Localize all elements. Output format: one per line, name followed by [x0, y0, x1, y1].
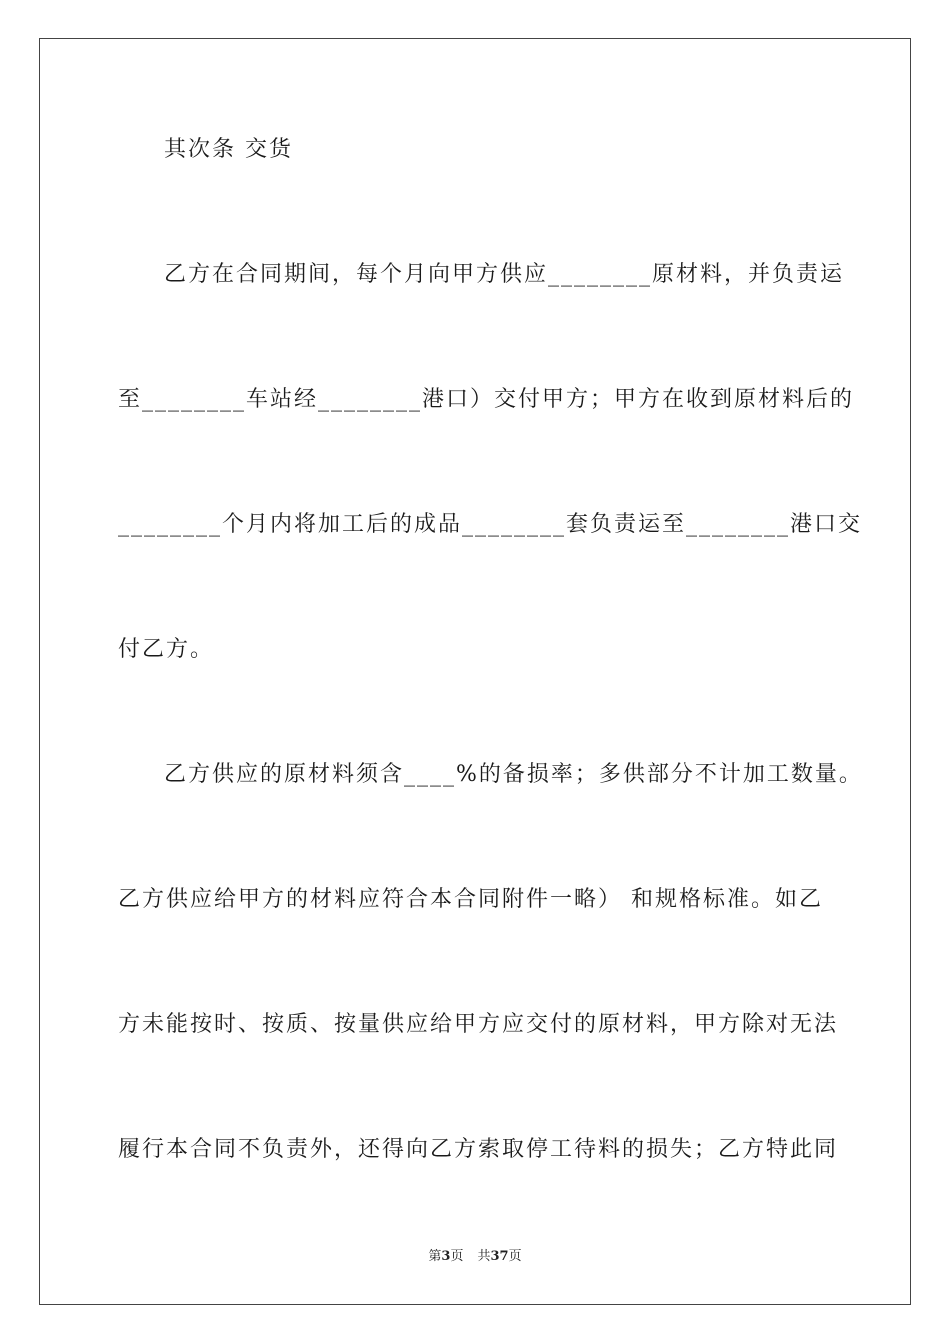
- footer-total-pages: 37: [490, 1249, 509, 1264]
- paragraph-line: 至________车站经________港口）交付甲方；甲方在收到原材料后的: [118, 387, 855, 412]
- footer-total-suffix: 页: [508, 1249, 522, 1264]
- paragraph-line: 乙方供应给甲方的材料应符合本合同附件一略） 和规格标准。如乙: [118, 887, 823, 912]
- footer-total-prefix: 共: [477, 1249, 491, 1264]
- footer-page-suffix: 页: [450, 1249, 464, 1264]
- paragraph-line: ________个月内将加工后的成品________套负责运至________港口交: [118, 512, 863, 537]
- footer-page-prefix: 第: [428, 1249, 442, 1264]
- paragraph-line: 乙方在合同期间，每个月向甲方供应________原材料，并负责运: [164, 262, 845, 287]
- paragraph-line: 方未能按时、按质、按量供应给甲方应交付的原材料，甲方除对无法: [118, 1012, 839, 1037]
- paragraph-line: 乙方供应的原材料须含____%的备损率；多供部分不计加工数量。: [164, 762, 863, 787]
- footer-page-number: 3: [441, 1249, 451, 1264]
- paragraph-line: 履行本合同不负责外，还得向乙方索取停工待料的损失；乙方特此同: [118, 1137, 839, 1162]
- paragraph-line: 付乙方。: [118, 637, 215, 662]
- section-heading: 其次条 交货: [164, 137, 293, 162]
- page-footer: [0, 1248, 950, 1266]
- page-border: [39, 38, 911, 1305]
